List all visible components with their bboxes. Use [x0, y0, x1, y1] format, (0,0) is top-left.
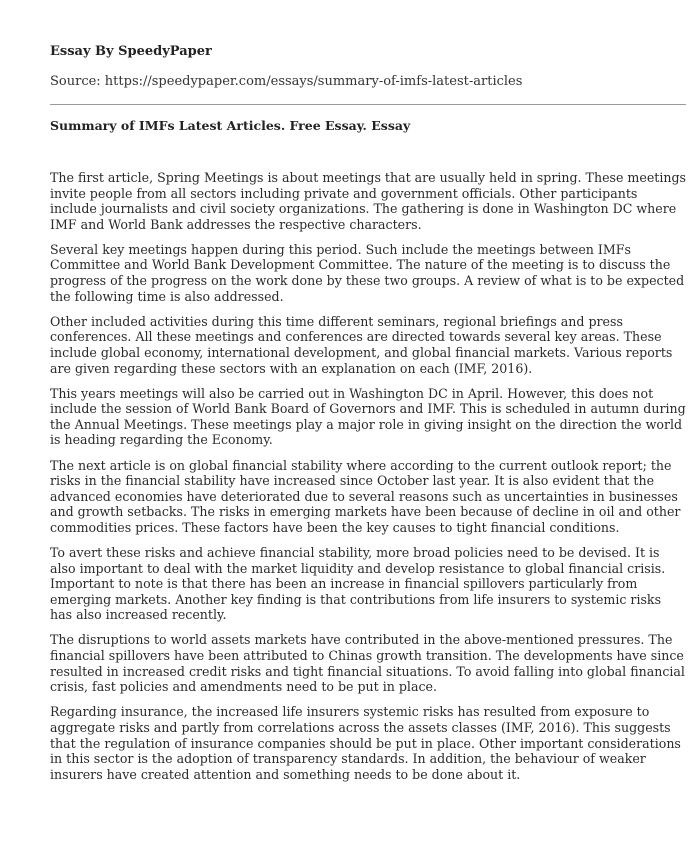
paragraph: This years meetings will also be carried out in Washington DC in April. However, this does not include the session of World Bank Board of Governors and IMF. This is scheduled in autumn during the Annual Meetings. These meetings play a major role in giving insight on the direction the world is heading regarding the Economy.: [50, 385, 686, 448]
paragraph: The next article is on global financial stability where according to the current outlook report; the risks in the financial stability have increased since October last year. It is also evident that the advanced economies have deteriorated due to several reasons such as uncertainties in businesses and growth setbacks. The risks in emerging markets have been because of decline in oil and other commodities prices. These factors have been the key causes to tight financial conditions.: [50, 457, 681, 535]
paragraph: Regarding insurance, the increased life insurers systemic risks has resulted from exposure to aggregate risks and partly from correlations across the assets classes (IMF, 2016). This suggests that the regulation of insurance companies should be put in place. Other important considerations in this sector is the adoption of transparency standards. In addition, the behaviour of weaker insurers have created attention and something needs to be done about it.: [50, 704, 681, 782]
document-header-title: Essay By SpeedyPaper: [50, 44, 212, 59]
paragraph: To avert these risks and achieve financial stability, more broad policies need to be devised. It is also important to deal with the market liquidity and develop resistance to global financial crisis. Important to note is that there has been an increase in financial spillovers particularly from emerging markets. Another key finding is that contributions from life insurers to systemic risks has also increased recently.: [50, 544, 666, 623]
essay-body: [50, 170, 686, 782]
paragraph: Other included activities during this time different seminars, regional briefings and press conferences. All these meetings and conferences are directed towards several key areas. These include global economy, international development, and global financial markets. Various reports are given regarding these sectors with an explanation on each (IMF, 2016).: [50, 313, 673, 376]
paragraph: The first article, Spring Meetings is about meetings that are usually held in spring. These meetings invite people from all sectors including private and government officials. Other participants include journalists and civil society organizations. The gathering is done in Washington DC where IMF and World Bank addresses the respective characters.: [50, 170, 687, 232]
paragraph: The disruptions to world assets markets have contributed in the above-mentioned pressures. The financial spillovers have been attributed to Chinas growth transition. The developments have since resulted in increased credit risks and tight financial situations. To avoid falling into global financial crisis, fast policies and amendments need to be put in place.: [50, 632, 685, 695]
paragraph: Several key meetings happen during this period. Such include the meetings between IMFs Committee and World Bank Development Committee. The nature of the meeting is to discuss the progress of the progress on the work done by these two groups. A review of what is to be expected the following time is also addressed.: [50, 241, 685, 304]
source-line: Source: https://speedypaper.com/essays/summary-of-imfs-latest-articles: [50, 74, 523, 89]
header-divider: [50, 104, 686, 105]
essay-title: Summary of IMFs Latest Articles. Free Essay. Essay: [50, 118, 411, 133]
